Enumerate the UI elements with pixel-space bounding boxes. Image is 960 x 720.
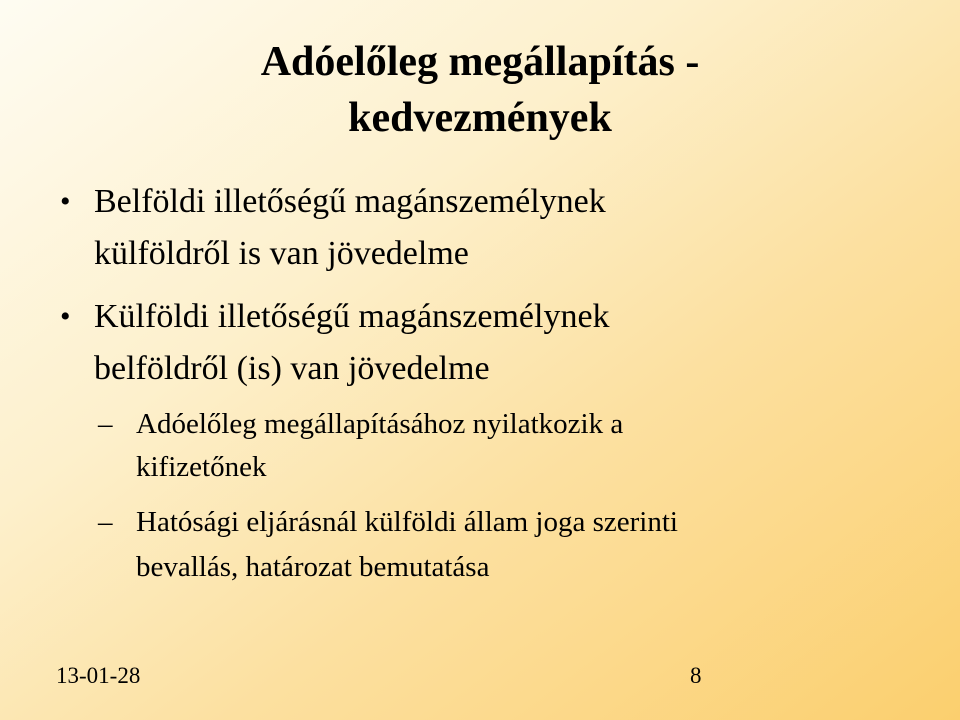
dash-marker: – <box>98 408 113 440</box>
footer-page-number: 8 <box>690 663 702 688</box>
sub-bullet-item-1-continued <box>136 444 936 490</box>
bullet-text-line: Külföldi illetőségű magánszemélynek <box>94 298 610 335</box>
bullet-text-line: Belföldi illetőségű magánszemélynek <box>94 183 606 220</box>
sub-bullet-text-line: kifizetőnek <box>136 451 267 483</box>
bullet-marker: • <box>60 300 71 333</box>
dash-marker: – <box>98 506 113 538</box>
sub-bullet-item-2 <box>98 499 936 545</box>
title-line-2: kedvezmények <box>348 95 612 141</box>
bullet-text-line: külföldről is van jövedelme <box>94 235 469 272</box>
bullet-text-line: belföldről (is) van jövedelme <box>94 350 490 387</box>
bullet-marker: • <box>60 185 71 218</box>
sub-bullet-text-line: Hatósági eljárásnál külföldi állam joga szerinti <box>136 506 678 538</box>
bullet-item-2-continued <box>94 339 934 399</box>
sub-bullet-item-2-continued <box>136 544 936 590</box>
sub-bullet-text-line: bevallás, határozat bemutatása <box>136 551 490 583</box>
bullet-item-1 <box>60 172 934 232</box>
sub-bullet-item-1 <box>98 401 936 447</box>
bullet-item-1-continued <box>94 224 934 284</box>
sub-bullet-text-line: Adóelőleg megállapításához nyilatkozik a <box>136 408 624 440</box>
bullet-item-2 <box>60 287 934 347</box>
title-line-1: Adóelőleg megállapítás - <box>260 39 700 85</box>
footer-date: 13-01-28 <box>56 663 141 688</box>
